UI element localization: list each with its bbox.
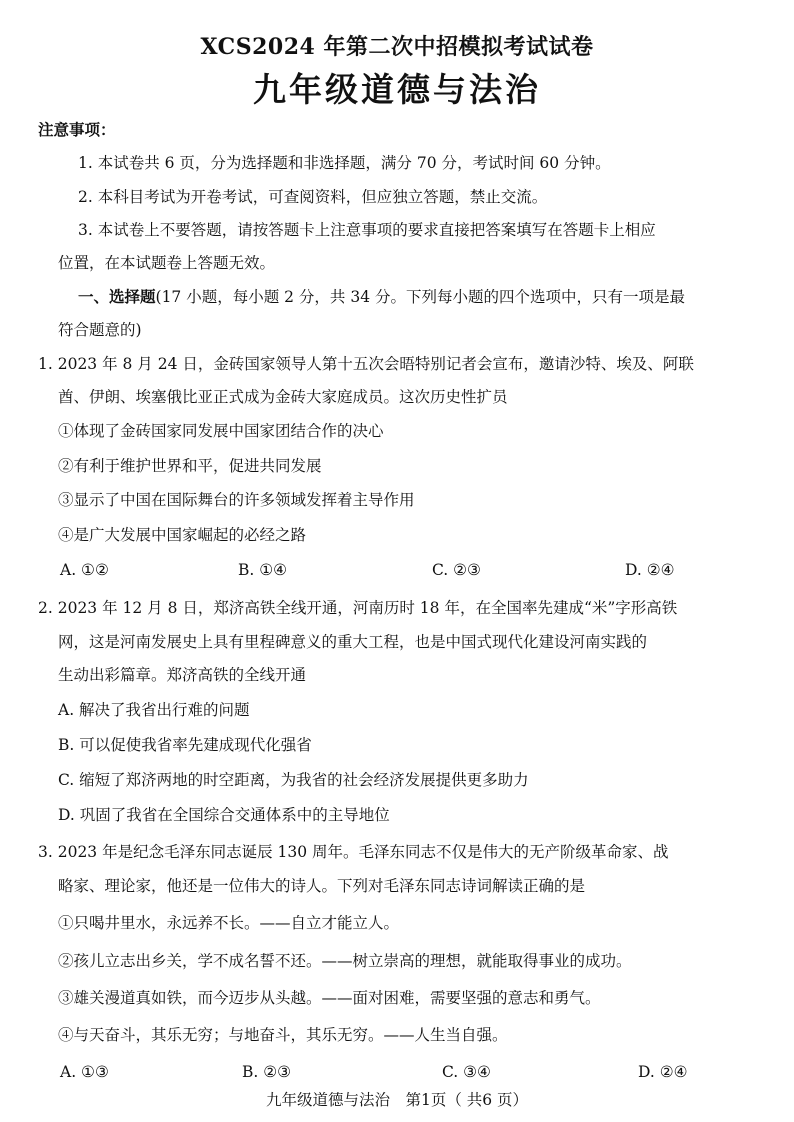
subject-title: 九年级道德与法治 [253,70,541,109]
question-3-statement: ③雄关漫道真如铁，而今迈步从头越。——面对困难，需要坚强的意志和勇气。 [58,989,601,1007]
option-a[interactable]: A. ①③ [60,1063,109,1081]
question-1-options [60,561,760,585]
section-heading-cont: 符合题意的) [58,321,142,339]
question-3-options [60,1063,760,1087]
option-b[interactable]: B. 可以促使我省率先建成现代化强省 [58,736,312,754]
note-item: 1. 本试卷共 6 页，分为选择题和非选择题，满分 70 分，考试时间 60 分钟。 [78,154,611,172]
note-item: 位置，在本试题卷上答题无效。 [58,254,276,272]
question-1-stem: 酋、伊朗、埃塞俄比亚正式成为金砖大家庭成员。这次历史性扩员 [58,388,508,406]
note-item: 2. 本科目考试为开卷考试，可查阅资料，但应独立答题，禁止交流。 [78,188,548,206]
section-heading [78,286,685,308]
option-b[interactable]: B. ①④ [238,561,288,579]
option-c[interactable]: C. ③④ [442,1063,491,1081]
question-2-stem: 网，这是河南发展史上具有里程碑意义的重大工程，也是中国式现代化建设河南实践的 [58,633,648,651]
section-heading-label: 一、选择题 [78,287,156,306]
question-3-statement: ②孩儿立志出乡关，学不成名誓不还。——树立崇高的理想，就能取得事业的成功。 [58,952,632,970]
question-2-stem: 2. 2023 年 12 月 8 日，郑济高铁全线开通，河南历时 18 年，在全国率先建成“米”字形高铁 [38,599,678,617]
section-heading-text: (17 小题，每小题 2 分，共 34 分。下列每小题的四个选项中，只有一项是最 [155,288,686,306]
option-c[interactable]: C. 缩短了郑济两地的时空距离，为我省的社会经济发展提供更多助力 [58,771,529,789]
option-a[interactable]: A. ①② [60,561,109,579]
question-1-statement: ①体现了金砖国家同发展中国家团结合作的决心 [58,422,384,440]
note-item: 3. 本试卷上不要答题，请按答题卡上注意事项的要求直接把答案填写在答题卡上相应 [78,221,656,239]
question-3-stem: 3. 2023 年是纪念毛泽东同志诞辰 130 周年。毛泽东同志不仅是伟大的无产阶级革命家、战 [38,843,669,861]
option-c[interactable]: C. ②③ [432,561,481,579]
question-1-statement: ③显示了中国在国际舞台的许多领域发挥着主导作用 [58,491,415,509]
question-2-stem: 生动出彩篇章。郑济高铁的全线开通 [58,666,307,684]
question-1-statement: ④是广大发展中国家崛起的必经之路 [58,526,307,544]
notes-heading: 注意事项： [38,120,116,139]
question-1-stem: 1. 2023 年 8 月 24 日，金砖国家领导人第十五次会晤特别记者会宣布，邀请沙特、埃及、阿联 [38,355,694,373]
question-3-stem: 略家、理论家，他还是一位伟大的诗人。下列对毛泽东同志诗词解读正确的是 [58,877,586,895]
option-d[interactable]: D. ②④ [625,561,675,579]
option-d[interactable]: D. 巩固了我省在全国综合交通体系中的主导地位 [58,806,390,824]
question-3-statement: ①只喝井里水，永远养不长。——自立才能立人。 [58,914,400,932]
question-1-statement: ②有利于维护世界和平，促进共同发展 [58,457,322,475]
exam-title: XCS2024 年第二次中招模拟考试试卷 [200,34,594,60]
page-footer: 九年级道德与法治 第1页（ 共6 页） [265,1091,529,1109]
option-d[interactable]: D. ②④ [638,1063,688,1081]
question-3-statement: ④与天奋斗，其乐无穷；与地奋斗，其乐无穷。——人生当自强。 [58,1026,508,1044]
option-a[interactable]: A. 解决了我省出行难的问题 [58,701,250,719]
option-b[interactable]: B. ②③ [242,1063,292,1081]
